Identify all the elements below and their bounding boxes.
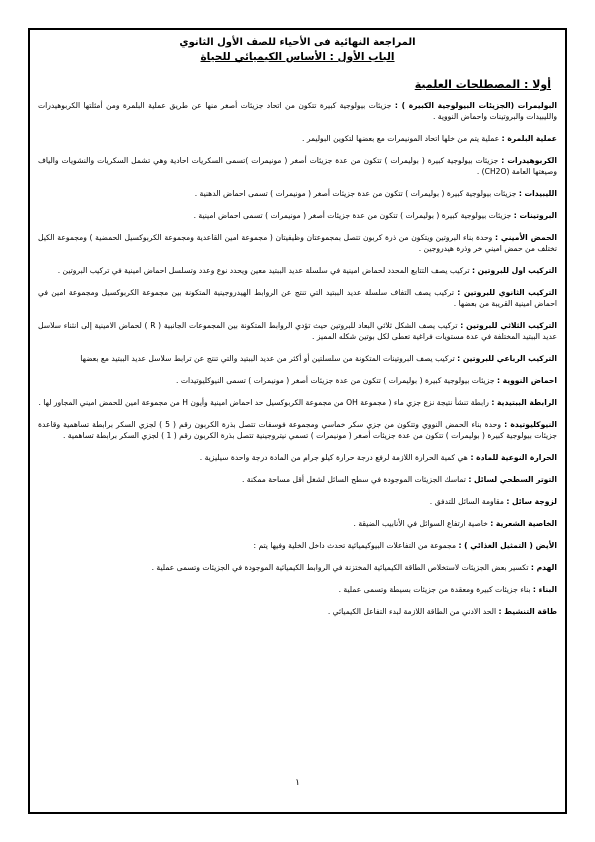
term-definition: تركيب يصف التتابع المحدد لحماض امينية في سلسلة عديد الببتيد معين ويحدد نوع وعدد وتسلسل احماض امينية في تركيب البروتين . [57, 266, 472, 275]
term-definition: جزيئات بيولوجية كبيرة ( بوليمرات ) تتكون من عدة جزيئات أصغر ( مونيمرات ) تسمى النيوكليوتيدات . [176, 376, 497, 385]
term-label: احماض النووية : [496, 376, 557, 385]
term-definition: جزيئات بيولوجية كبيرة ( بوليمرات ) تتكون من عدة جزيئات أصغر ( مونيمرات )تسمى السكريات احادية وهي تشمل السكريات والنشويات والياف وصيغتها العامة (CH2O) . [38, 156, 557, 176]
term-item [38, 540, 557, 551]
term-item [38, 188, 557, 199]
term-definition: تركيب يصف التفاف سلسلة عديد الببتيد التي تنتج عن الروابط الهيدروجينية المتكونة بين مجموعة الكربوكسيل ومجموعة امين في احماض امينية القريبة من بعضها . [38, 288, 557, 308]
term-label: عملية البلمرة : [501, 134, 557, 143]
term-item [38, 133, 557, 144]
term-item [38, 474, 557, 485]
term-definition: مقاومة السائل للتدفق . [429, 497, 507, 506]
term-label: الأيض ( التمثيل الغذائي ) : [458, 541, 557, 550]
term-definition: هي كمية الحرارة اللازمة لرفع درجة حرارة كيلو جرام من المادة درجة واحدة سيليزية . [199, 453, 468, 462]
term-item [38, 518, 557, 529]
term-label: التركيب الثانوي للبروتين : [457, 288, 557, 297]
term-definition: تماسك الجزيئات الموجودة في سطح السائل لشغل أقل مساحة ممكنة . [241, 475, 469, 484]
term-label: التركيب اول للبروتين : [472, 266, 557, 275]
term-label: البناء : [532, 585, 557, 594]
term-definition: وحدة بناء البروتين ويتكون من ذرة كربون تتصل بمجموعتان وظيفيتان ( مجموعة امين القاعدية ومجموعة الكربوكسيل الحمضية ) ومجموعة الكيل تختلف من حمض اميني خر وذرة هيدروجين . [38, 233, 557, 253]
term-definition: خاصية ارتفاع السوائل في الأنابيب الضيقة . [353, 519, 491, 528]
term-item [38, 562, 557, 573]
term-label: النيوكليوتيدة : [504, 420, 557, 429]
term-definition: تكسير بعض الجزيئات لاستخلاص الطاقة الكيميائية المختزنة في الروابط الكيميائية الموجودة في الجزيئات وتسمى عملية . [151, 563, 531, 572]
page-number: ١ [295, 778, 300, 788]
term-item [38, 100, 557, 122]
term-label: الهدم : [530, 563, 557, 572]
term-label: التركيب الثلاثي للبروتين : [460, 321, 558, 330]
term-label: الخاصية الشعرية : [490, 519, 557, 528]
term-item [38, 155, 557, 177]
term-definition: الحد الادني من الطاقة اللازمة لبدء التفاعل الكيميائي . [327, 607, 499, 616]
term-label: الكربوهيدرات : [501, 156, 557, 165]
term-item [38, 397, 557, 408]
term-item [38, 210, 557, 221]
term-item [38, 287, 557, 309]
chapter-title: الباب الأول : الأساس الكيميائي للحياة [200, 51, 395, 63]
term-definition: تركيب يصف البروتينات المتكونة من سلسلتين أو أكثر من عديد الببتيد والتي تنتج عن ترابط سلاسل عديد الببتيد مع بعضها [80, 354, 458, 363]
term-definition: عملية يتم من خلها اتحاد المونيمرات مع بعضها لتكوين البوليمر . [302, 134, 502, 143]
term-label: الرابطة الببتيدية : [491, 398, 557, 407]
term-item [38, 375, 557, 386]
term-label: الحمض الأميني : [494, 233, 558, 242]
term-item [38, 265, 557, 276]
term-definition: وحدة بناء الحمض النووي وتتكون من جزي سكر خماسي ومجموعة فوسفات تتصل بذرة الكربون رقم ( 5 ) لجزي السكر برابطة تساهمية وقاعدة جزيئات بيولوجية كبيرة ( بوليمرات ) تتكون من عدة جزيئات أصغر ( مونيمرات ) تسمي نيتروجينية تتصل بذرة الكربون رقم ( 1 ) لجزي السكر برابطة تساهمية . [38, 420, 557, 440]
section-title: أولا : المصطلحات العلمية [414, 78, 551, 91]
term-label: لزوجة سائل : [506, 497, 557, 506]
term-label: التوتر السطحي لسائل : [468, 475, 557, 484]
terms-list [38, 100, 557, 628]
term-item [38, 353, 557, 364]
term-item [38, 452, 557, 463]
term-definition: تركيب يصف الشكل ثلاثي البعاد للبروتين حيث تؤدي الروابط المتكونة بين المجموعات الجانبية ( R ) لحماض الامينية إلى انثناء سلاسل عديد الببتيد المختلفة في عدة مستويات فراغية تعطى لكل بوتين شكله المميز . [38, 321, 557, 341]
page-title: المراجعة النهائية فى الأحياء للصف الأول الثانوي [179, 37, 416, 48]
term-label: الحرارة النوعية للمادة : [467, 453, 557, 462]
term-definition: مجموعة من التفاعلات البيوكيميائية تحدث داخل الخلية وفيها يتم : [253, 541, 459, 550]
page-header [0, 36, 595, 65]
term-definition: جزيئات بيولوجية كبيرة تتكون من اتحاد جزيئات أصغر منها عن طريق عملية البلمرة ومن أمثلتها الكربوهيدرات والليبيدات والبروتينات واحماض النووية . [38, 101, 557, 121]
term-label: الليبيدات : [518, 189, 557, 198]
term-label: طاقة التنشيط : [498, 607, 557, 616]
term-item [38, 320, 557, 342]
term-item [38, 232, 557, 254]
term-definition: رابطة تنشأ نتيجة نزع جزي ماء ( مجموعة OH من مجموعة الكربوكسيل حد احماض امينية وأيون H من مجموعة امين للحمض اميني المجاور لها . [38, 398, 492, 407]
term-label: التركيب الرباعي للبروتين : [457, 354, 557, 363]
term-item [38, 419, 557, 441]
term-label: البوليمرات (الجزيئات البيولوجية الكبيرة ) : [394, 101, 558, 110]
term-definition: بناء جزيئات كبيرة ومعقدة من جزيئات بسيطة وتسمى عملية . [338, 585, 533, 594]
term-definition: جزيئات بيولوجية كبيرة ( بوليمرات ) تتكون من عدة جزيئات أصغر ( مونيمرات ) تسمى احماض امينية . [193, 211, 514, 220]
term-definition: جزيئات بيولوجية كبيرة ( بوليمرات ) تتكون من عدة جزيئات أصغر ( مونيمرات ) تسمى احماض الدهنية . [194, 189, 519, 198]
term-item [38, 496, 557, 507]
term-item [38, 584, 557, 595]
term-item [38, 606, 557, 617]
term-label: البروتينات : [513, 211, 557, 220]
